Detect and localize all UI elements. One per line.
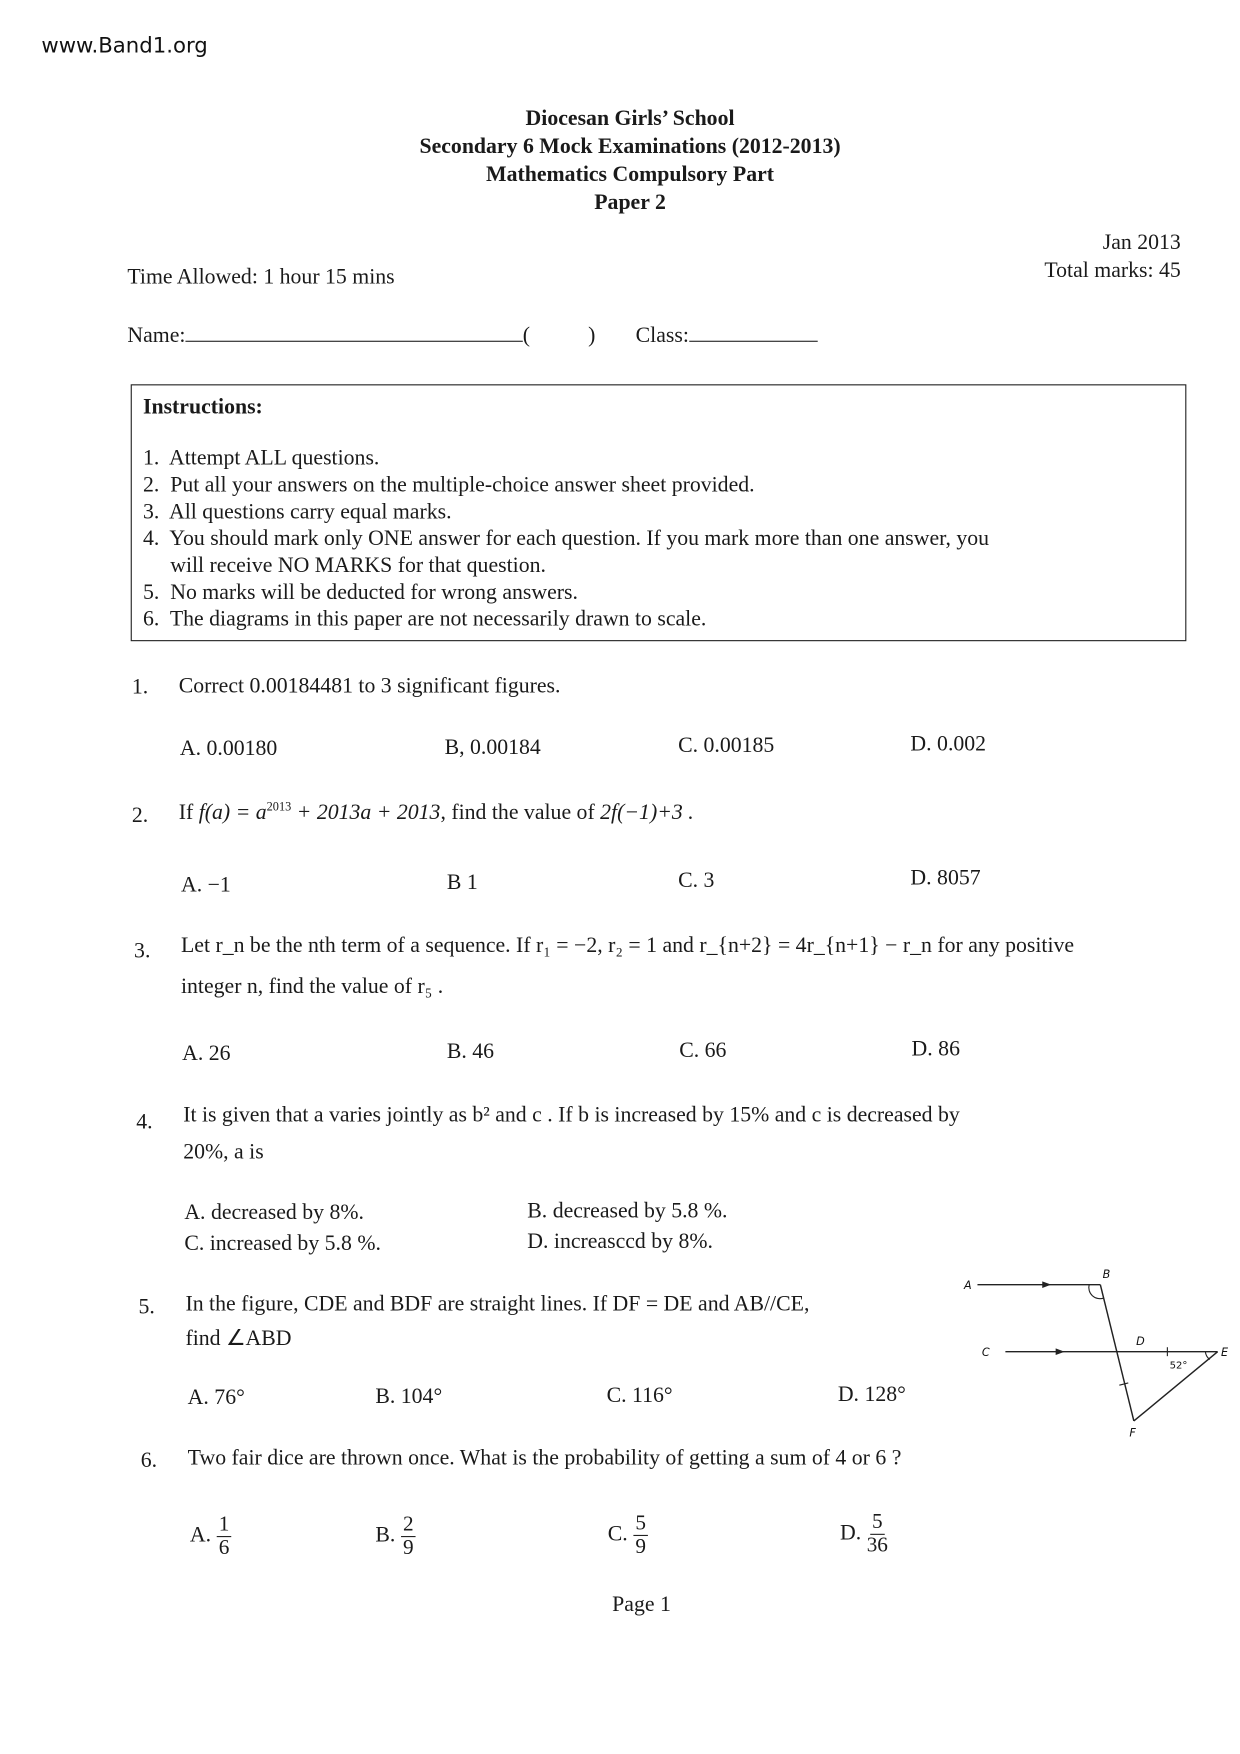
instruction-item: 3. All questions carry equal marks. — [142, 500, 452, 524]
option-letter: C. — [607, 1522, 628, 1547]
q2-text-part: If — [178, 800, 199, 825]
fraction — [867, 1511, 888, 1557]
exam-date: Jan 2013 — [1102, 231, 1181, 255]
q5-number: 5. — [138, 1295, 155, 1320]
numerator: 5 — [870, 1511, 885, 1534]
q4-line1: It is given that a varies jointly as b² and c . If b is increased by 15% and c is decreased by — [183, 1103, 960, 1128]
school-name: Diocesan Girls’ School — [525, 107, 735, 131]
class-label: Class: — [635, 323, 689, 348]
instructions-heading: Instructions: — [142, 395, 263, 419]
q1-text: Correct 0.00184481 to 3 significant figures. — [178, 674, 561, 699]
label-e: E — [1220, 1346, 1229, 1360]
denominator: 9 — [403, 1536, 414, 1560]
q6-option-c — [608, 1513, 649, 1559]
q5-geometry-figure — [955, 1262, 1234, 1441]
q2-expression: 2f(−1)+3 . — [600, 800, 694, 825]
instruction-item: 4. You should mark only ONE answer for each question. If you mark more than one answer, you — [142, 527, 990, 551]
q1-number: 1. — [131, 675, 149, 700]
q3-line2: integer n, find the value of r₅ . — [180, 975, 444, 999]
fraction — [217, 1514, 232, 1560]
q6-option-b — [375, 1514, 416, 1560]
label-f: F — [1129, 1426, 1136, 1440]
q5-line1: In the figure, CDE and BDF are straight lines. If DF = DE and AB//CE, — [185, 1292, 810, 1316]
name-field[interactable] — [185, 321, 522, 342]
q5-option-c: C. 116° — [606, 1384, 673, 1408]
q6-option-a — [190, 1514, 232, 1560]
q5-option-a: A. 76° — [187, 1386, 245, 1410]
q5-option-b: B. 104° — [375, 1385, 443, 1409]
page-number: Page 1 — [612, 1592, 671, 1617]
angle-e-arc — [1205, 1352, 1209, 1360]
angle-label: 52° — [1169, 1360, 1188, 1372]
denominator: 9 — [635, 1534, 646, 1559]
instruction-item: 2. Put all your answers on the multiple-choice answer sheet provided. — [142, 473, 755, 498]
instructions-list — [143, 446, 989, 634]
option-letter: D. — [840, 1521, 862, 1545]
q3-option-b: B. 46 — [446, 1040, 495, 1064]
denominator: 6 — [218, 1536, 230, 1560]
parallel-arrow-icon — [1056, 1348, 1065, 1355]
instruction-item: 5. No marks will be deducted for wrong answers. — [142, 580, 578, 605]
total-marks: Total marks: 45 — [1044, 259, 1181, 283]
q2-option-d: D. 8057 — [910, 866, 981, 891]
paper-number: Paper 2 — [594, 191, 666, 215]
q2-text — [179, 801, 694, 826]
q2-number: 2. — [131, 804, 149, 828]
instruction-item: 6. The diagrams in this paper are not necessarily drawn to scale. — [142, 607, 707, 632]
q2-function-rest: + 2013a + 2013 — [291, 800, 441, 825]
fraction — [633, 1513, 648, 1559]
line-bf — [1100, 1285, 1134, 1421]
q3-option-d: D. 86 — [911, 1037, 960, 1062]
q4-option-c: C. increased by 5.8 %. — [184, 1232, 381, 1256]
q2-function: f(a) = a — [198, 800, 267, 825]
q6-option-d — [840, 1511, 888, 1557]
q4-line2: 20%, a is — [183, 1140, 264, 1165]
q5-option-d: D. 128° — [837, 1382, 906, 1407]
option-letter: B. — [375, 1523, 396, 1548]
q6-number: 6. — [140, 1448, 158, 1473]
class-number-open: ( — [522, 323, 531, 348]
numerator: 2 — [401, 1514, 416, 1537]
q1-option-a: A. 0.00180 — [179, 737, 278, 761]
class-number-close: ) — [588, 323, 596, 348]
q2-option-c: C. 3 — [678, 869, 715, 893]
label-d: D — [1136, 1334, 1145, 1348]
class-field[interactable] — [689, 321, 817, 342]
q1-option-b: B, 0.00184 — [444, 736, 541, 760]
q2-exponent: 2013 — [266, 800, 292, 814]
q4-option-b: B. decreased by 5.8 %. — [527, 1199, 728, 1224]
q3-option-c: C. 66 — [679, 1038, 727, 1063]
q2-option-b: B 1 — [446, 871, 478, 895]
label-b: B — [1102, 1267, 1111, 1281]
q4-option-a: A. decreased by 8%. — [184, 1200, 364, 1225]
q1-option-c: C. 0.00185 — [678, 733, 775, 758]
denominator: 36 — [866, 1533, 888, 1558]
parallel-arrow-icon — [1042, 1281, 1051, 1288]
exam-title: Secondary 6 Mock Examinations (2012-2013) — [419, 135, 841, 159]
q4-number: 4. — [136, 1110, 153, 1134]
instructions-box — [131, 384, 1187, 641]
label-a: A — [964, 1279, 972, 1293]
q6-text: Two fair dice are thrown once. What is the probability of getting a sum of 4 or 6 ? — [187, 1446, 902, 1471]
q2-text-part: , find the value of — [440, 800, 601, 825]
q5-line2: find ∠ABD — [185, 1327, 292, 1351]
q1-option-d: D. 0.002 — [910, 732, 987, 757]
numerator: 5 — [633, 1513, 648, 1536]
time-allowed: Time Allowed: 1 hour 15 mins — [127, 265, 395, 290]
instruction-item: 1. Attempt ALL questions. — [142, 446, 380, 471]
q3-option-a: A. 26 — [182, 1042, 231, 1066]
label-c: C — [981, 1346, 990, 1360]
q3-line1: Let r_n be the nth term of a sequence. If r₁ = −2, r₂ = 1 and r_{n+2} = 4r_{n+1} − r_n for any positive — [180, 933, 1075, 958]
subject: Mathematics Compulsory Part — [486, 163, 775, 187]
instruction-item: will receive NO MARKS for that question. — [142, 554, 546, 578]
fraction — [401, 1514, 416, 1560]
option-letter: A. — [189, 1523, 212, 1548]
name-label: Name: — [127, 323, 186, 348]
watermark: www.Band1.org — [41, 33, 208, 59]
q2-option-a: A. −1 — [180, 873, 231, 898]
q3-number: 3. — [134, 939, 151, 963]
numerator: 1 — [217, 1514, 232, 1537]
q4-option-d: D. increasccd by 8%. — [527, 1229, 713, 1254]
equal-tick-df — [1119, 1383, 1128, 1385]
name-row — [127, 321, 817, 349]
